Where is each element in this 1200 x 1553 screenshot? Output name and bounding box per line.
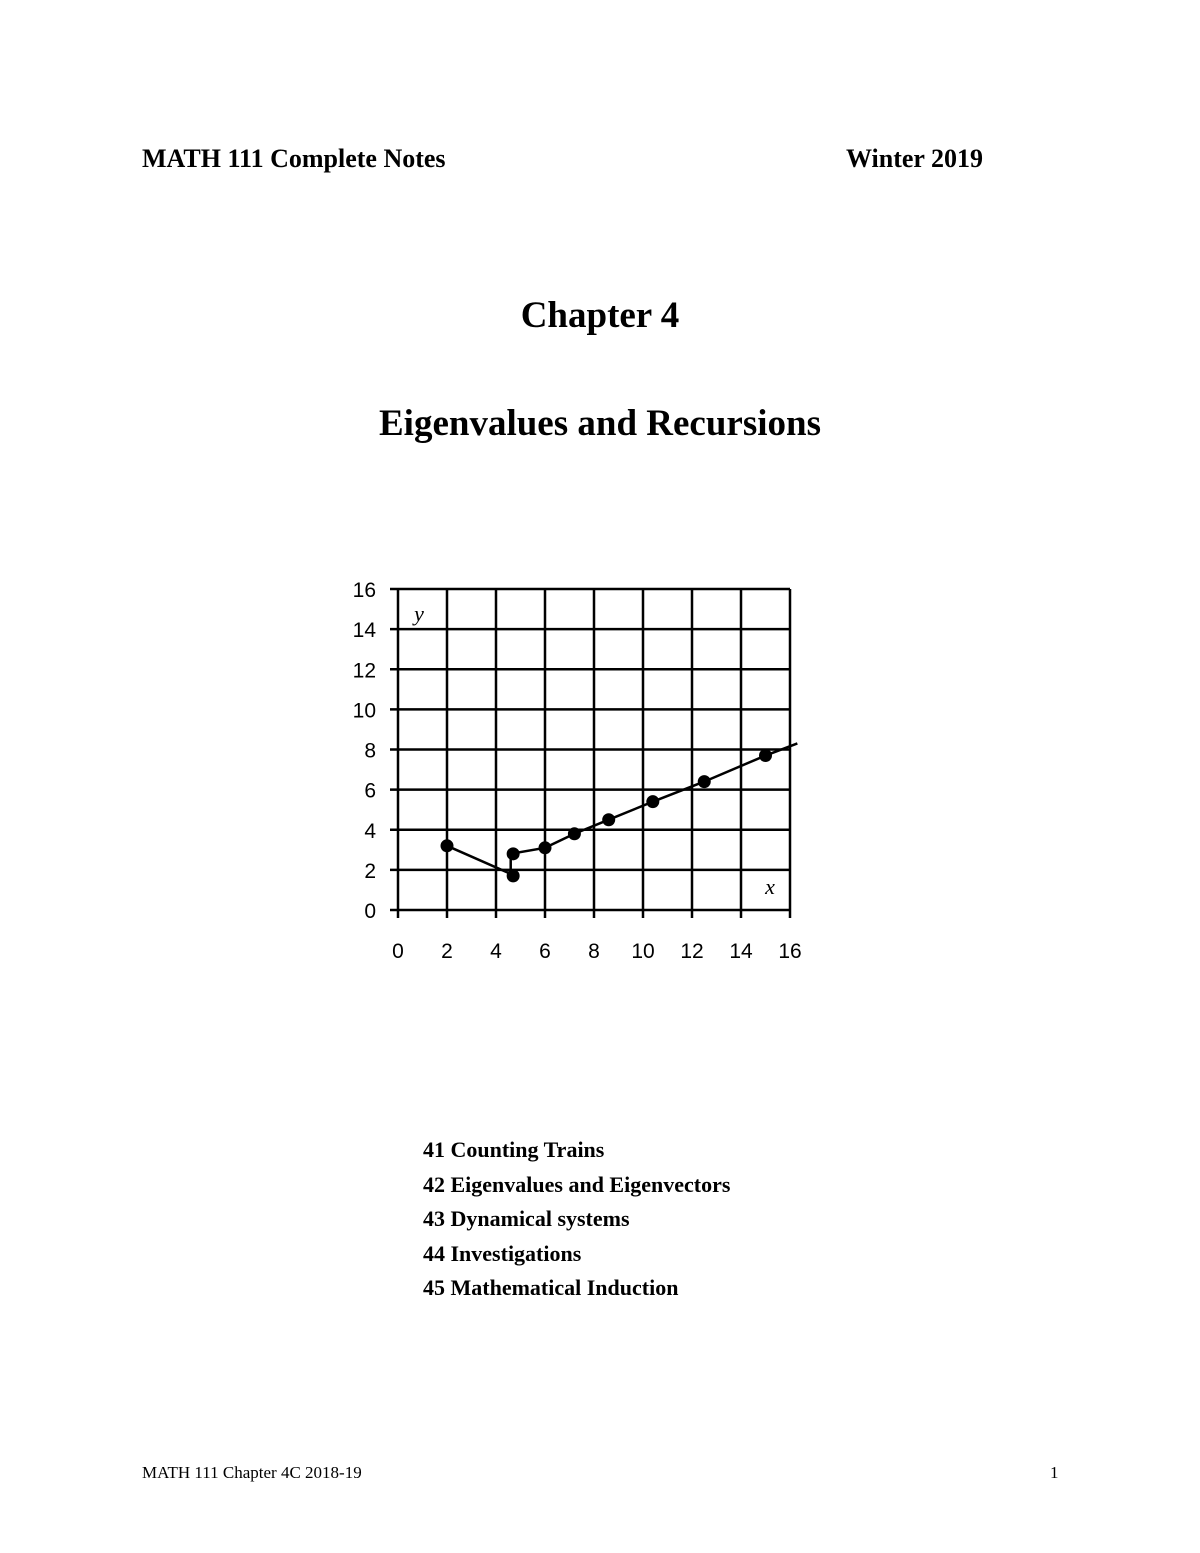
section-list [423,1133,730,1306]
footer-course-label: MATH 111 Chapter 4C 2018-19 [142,1463,362,1482]
chapter-subtitle: Eigenvalues and Recursions [378,403,821,444]
chart-y-tick-label: 10 [352,699,376,723]
chart-y-tick-label: 8 [364,739,376,763]
chart-y-axis-label: y [414,601,424,626]
chart-x-tick-label: 16 [778,940,802,963]
chart-x-axis-label: x [765,874,775,899]
chart-data-point [441,839,454,852]
chart-data-point [507,847,520,860]
document-header-term: Winter 2019 [846,144,983,173]
chart-tick-labels [353,579,802,963]
chart-data-point [646,795,659,808]
chart-y-tick-label: 6 [364,779,376,803]
section-item: 41 Counting Trains [423,1137,605,1162]
chart-x-tick-label: 6 [539,940,551,963]
chart-data-point [539,841,552,854]
chart-series [441,743,798,882]
chart-data-point [759,749,772,762]
chart-x-tick-label: 10 [631,940,655,963]
chart-y-tick-label: 12 [352,659,376,683]
chart-x-tick-label: 2 [441,940,453,963]
chart-y-tick-label: 14 [352,619,376,643]
page-number: 1 [1050,1463,1059,1482]
chart-data-point [602,813,615,826]
chart-data-point [507,869,520,882]
chart-y-tick-label: 0 [364,900,376,923]
section-item: 42 Eigenvalues and Eigenvectors [423,1171,731,1197]
chapter-title: Chapter 4 [520,295,680,336]
chart-x-tick-label: 0 [392,940,404,963]
chart-series-line [447,743,797,873]
chart-grid [398,589,790,910]
chart-y-tick-label: 16 [352,579,376,602]
chart-x-tick-label: 8 [588,940,600,963]
chart-x-tick-label: 14 [729,940,753,963]
document-header-title: MATH 111 Complete Notes [142,144,446,173]
section-item: 44 Investigations [423,1240,582,1266]
section-item: 45 Mathematical Induction [423,1275,679,1300]
chart-x-tick-label: 12 [680,940,704,963]
chart-data-point [698,775,711,788]
chart-y-tick-label: 4 [364,819,376,843]
chart-x-tick-label: 4 [490,940,502,963]
chart-y-tick-label: 2 [364,859,376,883]
section-item: 43 Dynamical systems [423,1206,630,1231]
chart-data-point [568,827,581,840]
